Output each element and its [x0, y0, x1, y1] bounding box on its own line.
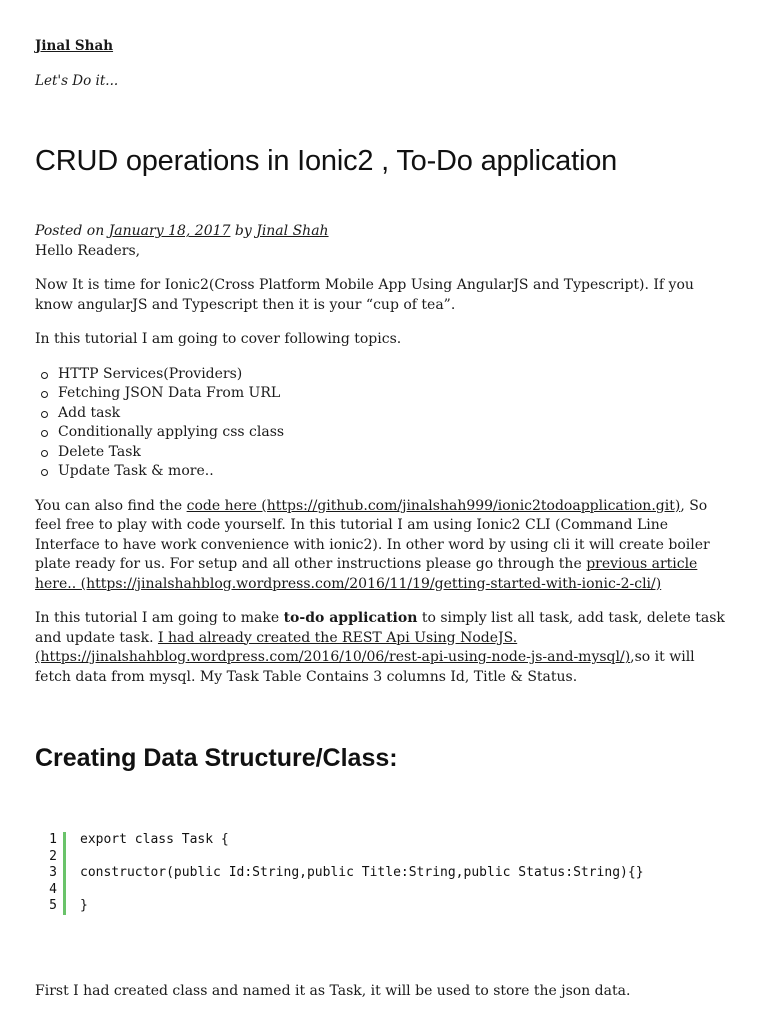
paragraph-text: to simply list all task, add task, delete task and update task.: [35, 610, 725, 646]
list-item: Conditionally applying css class: [41, 423, 735, 443]
code-line: [35, 832, 735, 849]
paragraph-text: In this tutorial I am going to make: [35, 610, 284, 626]
code-text: export class Task {: [80, 832, 229, 847]
section-heading: Creating Data Structure/Class:: [35, 744, 398, 772]
line-number: 1: [35, 832, 66, 849]
author-link[interactable]: Jinal Shah: [256, 223, 329, 239]
topics-intro: In this tutorial I am going to cover following topics.: [35, 331, 402, 347]
todo-paragraph: [35, 609, 735, 687]
previous-article-link[interactable]: previous article here.. (https://jinalshahblog.wordpress.com/2016/11/19/getting-started-with-ionic-2-cli/): [35, 556, 698, 592]
greeting: Hello Readers,: [35, 242, 141, 259]
bold-text: to-do application: [283, 610, 418, 626]
site-tagline: Let's Do it...: [35, 73, 119, 89]
intro-paragraph: Now It is time for Ionic2(Cross Platform Mobile App Using AngularJS and Typescript). If you know angularJS and Typescript then it is your “cup of tea”.: [35, 277, 694, 313]
code-here-link[interactable]: code here (https://github.com/jinalshah999/ionic2todoapplication.git): [186, 497, 681, 514]
code-location-paragraph: [35, 497, 735, 595]
code-block: [35, 832, 735, 915]
code-text: constructor(public Id:String,public Title:String,public Status:String){}: [80, 865, 644, 880]
post-meta: [35, 222, 735, 242]
list-item: HTTP Services(Providers): [41, 365, 735, 385]
rest-api-link[interactable]: I had already created the REST Api Using NodeJS. (https://jinalshahblog.wordpress.com/2016/10/06/rest-api-using-node-js-and-mysql/): [35, 629, 631, 665]
line-number: 4: [35, 882, 66, 899]
line-number: 2: [35, 849, 66, 866]
list-item: Add task: [41, 404, 735, 424]
line-number: 5: [35, 898, 66, 915]
paragraph-text: , So feel free to play with code yourself. In this tutorial I am using Ionic2 CLI (Command Line Interface to have work convenience with ionic2). In other word by using cli it will create boiler plate ready for us. For setup and all other instructions please go through the: [35, 497, 710, 572]
post-date-link[interactable]: January 18, 2017: [108, 223, 231, 239]
code-line: [35, 865, 735, 882]
list-item: Delete Task: [41, 443, 735, 463]
site-title-link[interactable]: Jinal Shah: [35, 38, 114, 54]
paragraph-text: You can also find the: [35, 497, 187, 514]
closing-paragraph: First I had created class and named it as Task, it will be used to store the json data.: [35, 983, 631, 999]
code-line: [35, 849, 735, 866]
line-number: 3: [35, 865, 66, 882]
list-item: Update Task & more..: [41, 462, 735, 482]
by-label: by: [234, 223, 252, 239]
posted-on-label: Posted on: [35, 223, 105, 239]
paragraph-text: ,so it will fetch data from mysql. My Task Table Contains 3 columns Id, Title & Status.: [35, 649, 695, 685]
topics-list: [35, 365, 735, 482]
post-title: CRUD operations in Ionic2 , To-Do application: [35, 145, 618, 177]
code-text: [66, 882, 80, 899]
code-text: [66, 849, 80, 866]
code-text: }: [80, 898, 88, 913]
list-item: Fetching JSON Data From URL: [41, 384, 735, 404]
code-line: [35, 898, 735, 915]
post-content: [35, 222, 735, 702]
code-line: [35, 882, 735, 899]
